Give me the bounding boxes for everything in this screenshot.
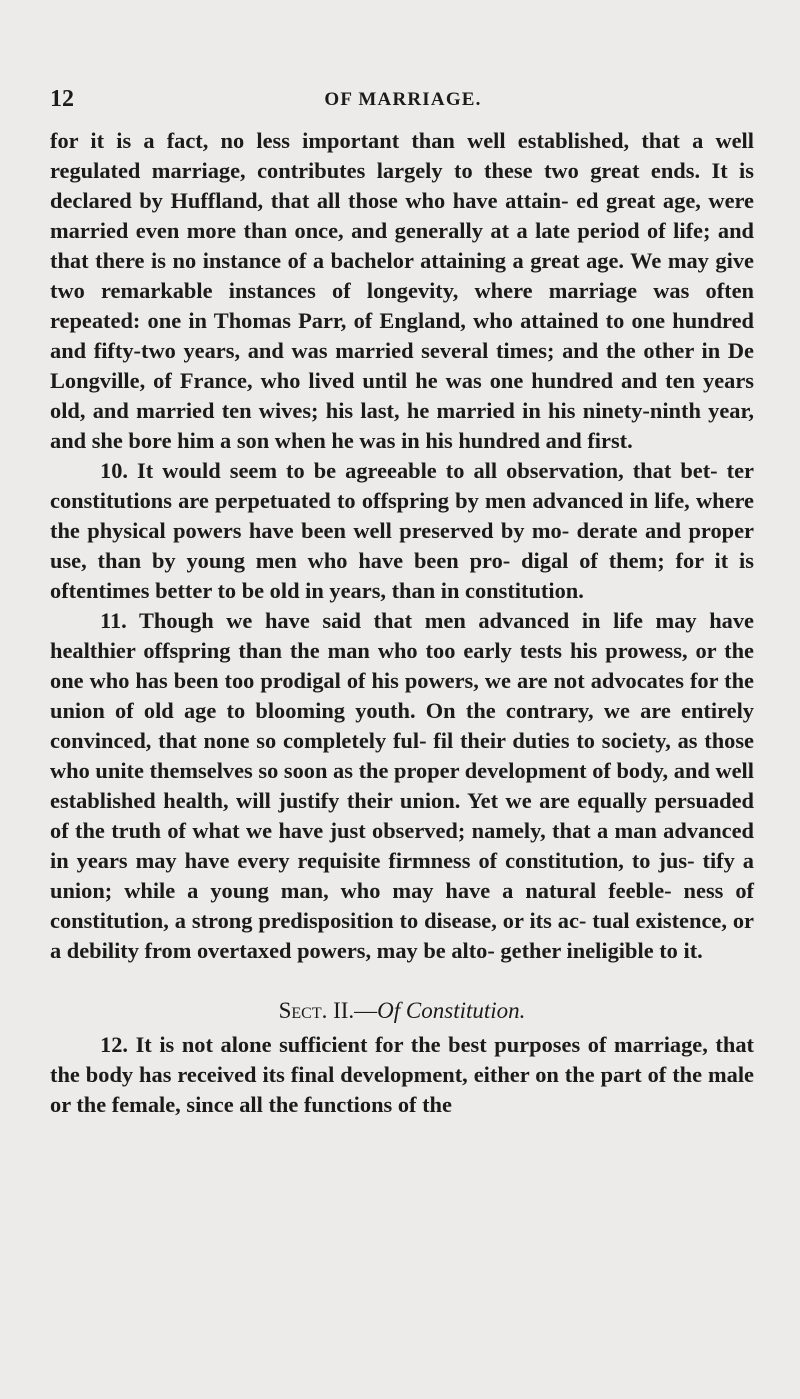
- paragraph-continued: for it is a fact, no less important than well established, that a well regulated marriage, contributes largely to these two great ends. It is declared by Huffland, that all those who have attain- ed great age, were married even more than once, and generally at a late period of life; and that there is no instance of a bachelor attaining a great age. We may give two remarkable instances of longevity, where marriage was often repeated: one in Thomas Parr, of England, who attained to one hundred and fifty-two years, and was married several times; and the other in De Longville, of France, who lived until he was one hundred and ten years old, and married ten wives; his last, he married in his ninety-ninth year, and she bore him a son when he was in his hundred and first.: [50, 128, 754, 453]
- section-heading: [50, 996, 754, 1026]
- page-header: [50, 70, 756, 110]
- running-head: OF MARRIAGE.: [324, 89, 482, 110]
- paragraph-12: 12. It is not alone sufficient for the best purposes of marriage, that the body has received its final development, either on the part of the male or the female, since all the functions of the: [50, 1032, 754, 1117]
- paragraph-10: 10. It would seem to be agreeable to all observation, that bet- ter constitutions are perpetuated to offspring by men advanced in life, where the physical powers have been well preserved by mo- derate and proper use, than by young men who have been pro- digal of them; for it is oftentimes better to be old in years, than in constitution.: [50, 458, 754, 603]
- section-dash: —: [354, 998, 378, 1023]
- section-title: Of Constitution.: [377, 998, 526, 1023]
- section-label: Sect. II.: [278, 998, 355, 1023]
- body-text: [50, 126, 754, 1120]
- page-number: 12: [50, 86, 74, 112]
- paragraph-11: 11. Though we have said that men advanced in life may have healthier offspring than the man who too early tests his prowess, or the one who has been too prodigal of his powers, we are not advocates for the union of old age to blooming youth. On the contrary, we are entirely convinced, that none so completely ful- fil their duties to society, as those who unite themselves so soon as the proper development of body, and well established health, will justify their union. Yet we are equally persuaded of the truth of what we have just observed; namely, that a man advanced in years may have every requisite firmness of constitution, to jus- tify a union; while a young man, who may have a natural feeble- ness of constitution, a strong predisposition to disease, or its ac- tual existence, or a debility from overtaxed powers, may be alto- gether ineligible to it.: [50, 608, 754, 963]
